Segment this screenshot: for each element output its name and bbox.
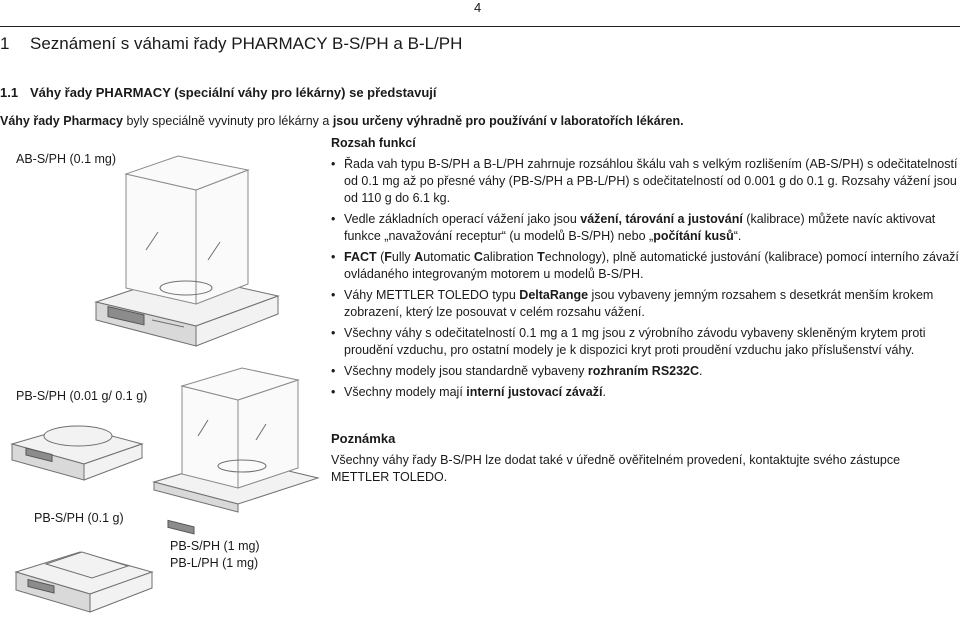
feature-text: Všechny modely mají xyxy=(344,385,467,399)
figure-label-pb-2: PB-S/PH (0.1 g) xyxy=(34,511,124,525)
feature-text: ully xyxy=(391,250,415,264)
analytical-balance-illustration xyxy=(88,150,288,365)
feature-text: ( xyxy=(376,250,385,264)
feature-item xyxy=(331,363,960,380)
feature-text: (kalibrace) můžete navíc aktivovat funkce „navažování receptur“ (u modelů B-S/PH) nebo „ xyxy=(344,212,936,243)
precision-balance-shield-illustration xyxy=(6,392,324,512)
feature-text: alibration xyxy=(482,250,538,264)
feature-bold: T xyxy=(537,250,545,264)
figure-label-pb-3a: PB-S/PH (1 mg) xyxy=(170,539,260,553)
feature-item xyxy=(331,249,960,283)
feature-bold: FACT xyxy=(344,250,377,264)
feature-item xyxy=(331,325,960,359)
intro-part3: jsou určeny výhradně pro používání v laboratořích lékáren. xyxy=(332,114,684,128)
note-title: Poznámka xyxy=(331,431,396,446)
feature-text: “. xyxy=(733,229,742,243)
chapter-title xyxy=(0,34,462,54)
page-number: 4 xyxy=(474,0,482,15)
feature-bold: rozhraním RS232C xyxy=(587,364,700,378)
figure-label-pb-3b: PB-L/PH (1 mg) xyxy=(170,556,259,570)
feature-text: echnology), plně automatické justování (kalibrace) pomocí interního závaží ovládaného integrovaným motorem u modelů B-S/PH. xyxy=(344,250,959,281)
note-text: Všechny váhy řady B-S/PH lze dodat také v úředně ověřitelném provedení, kontaktujte svého zástupce METTLER TOLEDO. xyxy=(331,453,901,484)
feature-item xyxy=(331,384,960,401)
feature-item xyxy=(331,287,960,321)
section-number: 1.1 xyxy=(0,85,19,100)
feature-text: jsou vybaveny jemným rozsahem s desetkrát menším krokem zobrazení, který lze posouvat v celém rozsahu vážení. xyxy=(344,288,934,319)
feature-text: Vedle základních operací vážení jako jsou xyxy=(344,212,581,226)
feature-text: utomatic xyxy=(423,250,474,264)
feature-bold: vážení, tárování a justování xyxy=(580,212,743,226)
feature-text: Váhy METTLER TOLEDO typu xyxy=(344,288,520,302)
feature-item xyxy=(331,211,960,245)
title-rule xyxy=(0,26,960,27)
figure-label-ab: AB-S/PH (0.1 mg) xyxy=(16,152,117,166)
feature-text: . xyxy=(699,364,703,378)
feature-text: Všechny modely jsou standardně vybaveny xyxy=(344,364,588,378)
feature-bold: C xyxy=(473,250,483,264)
feature-text: Všechny váhy s odečitatelností 0.1 mg a 1 mg jsou z výrobního závodu vybaveny skleněným krytem proti proudění vzduchu, pro ostatní modely je k dispozici kryt proti proudění vzduchu jako příslušenství váhy. xyxy=(344,326,926,357)
feature-text: . xyxy=(602,385,606,399)
intro-paragraph xyxy=(0,114,684,128)
intro-part1: Váhy řady Pharmacy xyxy=(0,114,123,128)
chapter-number: 1 xyxy=(0,34,10,53)
feature-bold: A xyxy=(414,250,424,264)
section-title xyxy=(0,85,437,100)
precision-balance-square-illustration xyxy=(10,530,160,630)
intro-part2: byly speciálně vyvinuty pro lékárny a xyxy=(123,114,333,128)
feature-bold: interní justovací závaží xyxy=(466,385,603,399)
feature-bold: počítání kusů xyxy=(653,229,734,243)
feature-item xyxy=(331,156,960,207)
feature-bold: F xyxy=(384,250,392,264)
section-title-text: Váhy řady PHARMACY (speciální váhy pro lékárny) se představují xyxy=(30,85,437,100)
chapter-title-text: Seznámení s váhami řady PHARMACY B-S/PH a B-L/PH xyxy=(30,34,463,53)
features-heading: Rozsah funkcí xyxy=(331,136,416,150)
features-list xyxy=(331,156,960,405)
feature-text: Řada vah typu B-S/PH a B-L/PH zahrnuje rozsáhlou škálu vah s velkým rozlišením (AB-S/PH) s odečitatelností od 0.1 mg až po přesné váhy (PB-S/PH a PB-L/PH) s odečitatelností od 0.001 g do 0.1 g. Rozsahy vážení jsou od 110 g do 6.1 kg. xyxy=(344,157,958,205)
figure-label-pb-1: PB-S/PH (0.01 g/ 0.1 g) xyxy=(16,389,148,403)
feature-bold: DeltaRange xyxy=(519,288,589,302)
